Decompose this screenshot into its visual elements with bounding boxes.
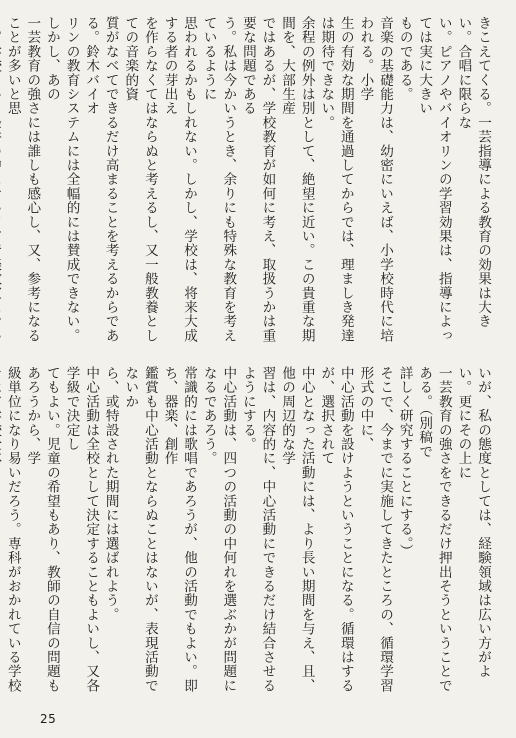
text-line: きこえてくる。一芸指導による教育の効果は大きい。合唱に限らな <box>455 16 491 329</box>
text-line: いが、私の態度としては、経験領域は広い方がよい。更にその上に <box>455 366 491 679</box>
text-line: てもよい。児童の希望もあり、教師の自信の問題もあろうから、学 <box>24 366 60 693</box>
text-line: 一芸教育の強さをできるだけ押出そうということである。（別稿で <box>416 366 452 693</box>
text-line: 習は、内容的に、中心活動にできるだけ結合させるようにする。 <box>239 366 276 693</box>
text-line: 詳しく研究することにする。） <box>396 366 413 558</box>
text-line: う。私は今かいうとき、余りにも特殊な教育を考えているように <box>200 16 237 343</box>
text-line <box>0 16 2 350</box>
text-line: 級単位になり易いだろう。専科がおかれている学校 <box>4 366 21 693</box>
text-line: ら、或特設された期間には選ばれよう。 <box>102 366 119 622</box>
text-line: を作らなくてはならぬと考えるし、又一般教養としての音楽的資 <box>122 16 158 343</box>
text-line: 中心となった活動には、より長い期間を与え、且、他の周辺的な学 <box>279 366 315 693</box>
text-line: 生の有効な期間を通過してからでは、理ましき発達は期待できない。 <box>318 16 354 343</box>
text-line: ではあるが、学校教育が如何に考え、取扱うかは重要な問題である <box>239 16 276 343</box>
text-line: 思われるかもしれない。しかし、学校は、将来大成する者の芽出え <box>161 16 198 343</box>
text-line: 鑑賞も中心活動とならぬことはないが、表現活動でないか <box>122 366 158 693</box>
text-line: ものである。 <box>396 16 413 102</box>
text-line: 余程の例外は別として、絶望に近い。この貴重な期間を、大部生産 <box>279 16 315 343</box>
text-line: 常識的には歌唱であろうが、他の活動でもよい。即ち、器楽、創作 <box>161 366 198 693</box>
text-block-upper <box>4 16 492 350</box>
text-line: 中心活動は、四つの活動の中何れを選ぶかが問題になるであろう。 <box>200 366 237 693</box>
text-line: 中心活動を設けようということになる。循環はするが、選択されて <box>318 366 354 693</box>
page-number: 25 <box>40 712 57 726</box>
text-line: 中心活動は全校として決定することもよいし、又各学級で決定し <box>63 366 100 693</box>
text-line: リンの教育システムには全幅的には賛成できない。しかし、あの <box>43 16 80 343</box>
text-line: い。ピアノやバイオリンの学習効果は、指導によっては実に大きい <box>416 16 452 343</box>
text-line: 一芸教育の強さには誰しも感心し、又、参考になることが多いと思 <box>4 16 41 343</box>
text-block-lower <box>4 366 492 700</box>
text-line: そこで、今までに実施してきたところの、循環学習形式の中に、 <box>357 366 394 693</box>
text-line: 音楽の基礎能力は、幼密にいえば、小学校時代に培われる。小学 <box>357 16 394 343</box>
text-line: 質がなべてできるだけ高まることを考えるからである。鈴木バイオ <box>83 16 119 343</box>
